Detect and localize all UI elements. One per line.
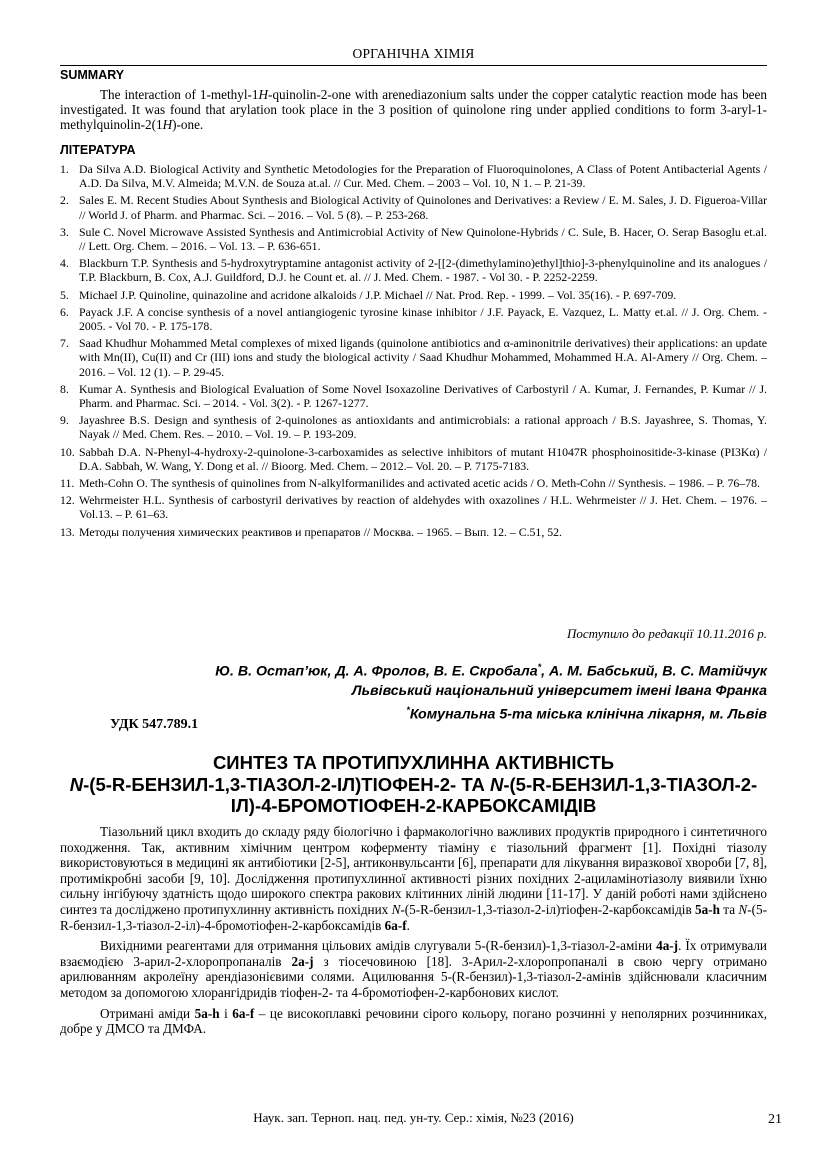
reference-item: [60, 413, 767, 441]
reference-number: 10.: [60, 444, 75, 459]
reference-item: [60, 336, 767, 379]
author-affiliation-2: *Комунальна 5-та міська клінічна лікарня, м. Львів: [406, 704, 767, 723]
reference-text: Sule C. Novel Microwave Assisted Synthesis and Antimicrobial Activity of New Quinolone-Hybrids / C. Sule, B. Hacer, O. Serap Basoglu et.al. // Lett. Org. Chem. – 2016. – Vol. 13. – P. 636-651.: [79, 224, 767, 254]
reference-number: 1.: [60, 162, 69, 176]
received-date: Поступило до редакції 10.11.2016 р.: [566, 626, 767, 641]
reference-item: [60, 445, 767, 473]
reference-number: 7.: [60, 336, 69, 351]
reference-item: [60, 162, 767, 190]
reference-text: Sales E. M. Recent Studies About Synthesis and Biological Activity of Quinolones and Derivatives: a Review / E. M. Sales, J. D. Figueroa-Villar // World J. of Pharm. and Pharmac. Sci. – 2016. – Vol. 5 (8). – P. 253-268.: [79, 193, 767, 222]
reference-number: 8.: [60, 381, 69, 396]
reference-item: [60, 193, 767, 221]
page-number: 21: [768, 1112, 782, 1127]
reference-item: [60, 305, 767, 333]
reference-item: [60, 256, 767, 284]
reference-text: Jayashree B.S. Design and synthesis of 2-quinolones as antioxidants and antimicrobials: a rational approach / B.S. Jayashree, S. Thomas, Y. Nayak // Med. Chem. Res. – 2010. – Vol. 19. – P. 193-209.: [79, 413, 767, 442]
reference-text: Методы получения химических реактивов и препаратов // Москва. – 1965. – Вып. 12. – С.51, 52.: [79, 524, 562, 539]
reference-text: Wehrmeister H.L. Synthesis of carbostyril derivatives by reaction of aldehydes with oxazolines / H.L. Wehrmeister // J. Het. Chem. – 1976. – Vol.13. – P. 61–63.: [79, 493, 767, 522]
references-heading: ЛІТЕРАТУРА: [60, 143, 136, 157]
paragraph-1: Тіазольний цикл входить до складу ряду біологічно і фармакологічно важливих продуктів природного і синтетичного походження. Так, активним хімічним центром коферменту тіаміну є тіазольний фрагмент [1]. Похідні тіазолу використовуються в медицині як антибіотики [2-5], антиконвульсанти [6], препарати для лікування виразкової хвороби [7, 8], протимікробні засоби [9, 10]. Дослідження протипухлинної активності різних похідних 2-ациламінотіазолу виявили їхню сильну інгібуючу здатність щодо широкого спектра ракових клітинних ліній людини [11-17]. У даній роботі нами здійснено синтез та досліджено протипухлинну активність похідних N-(5-R-бензил-1,3-тіазол-2-іл)тіофен-2-карбоксамідів 5a-h та N-(5-R-бензил-1,3-тіазол-2-іл)-4-бромотіофен-2-карбоксамідів 6a-f.: [60, 824, 767, 933]
paragraph-3: Отримані аміди 5a-h і 6a-f – це високоплавкі речовини сірого кольору, погано розчинні у неполярних розчинниках, добре у ДМСО та ДМФА.: [60, 1005, 767, 1037]
reference-text: Saad Khudhur Mohammed Metal complexes of mixed ligands (quinolone antibiotics and α-aminonitrile derivatives) their applications: an update with Mn(II), Cu(II) and Cr (III) ions and study the biological activity / Saad Khudhur Mohammed, Mohammed H.A. Al-Amery // Org. Chem. – 2016. – Vol. 12 (1). – P. 29-45.: [79, 336, 767, 379]
author-affiliation: Львівський національний університет імені Івана Франка: [351, 682, 767, 699]
paragraph-2: Вихідними реагентами для отримання цільових амідів слугували 5-(R-бензил)-1,3-тіазол-2-аміни 4a-j. Їх отримували взаємодією 3-арил-2-хлоропропаналів 2a-j з тіосечовиною [18]. 3-Арил-2-хлоропропаналі в свою чергу отримано арилюванням акролеїну арендіазонієвими солями. Ацилювання 5-(R-бензил)-1,3-тіазол-2-амінів здійснювали класичним методом за допомогою хлорангідридів тіофен-2- та 4-бромотіофен-2-карбонових кислот.: [60, 938, 767, 1000]
reference-text: Michael J.P. Quinoline, quinazoline and acridone alkaloids / J.P. Michael // Nat. Prod. Rep. - 1999. – Vol. 35(16). - P. 697-709.: [79, 287, 677, 302]
article-title: СИНТЕЗ ТА ПРОТИПУХЛИННА АКТИВНІСТЬ N-(5-R-БЕНЗИЛ-1,3-ТІАЗОЛ-2-ІЛ)ТІОФЕН-2- ТА N-(5-R-БЕНЗИЛ-1,3-ТІАЗОЛ-2-ІЛ)-4-БРОМОТІОФЕН-2-КАРБОКСАМІДІВ: [60, 752, 767, 817]
reference-number: 3.: [60, 224, 69, 239]
reference-item: [60, 382, 767, 410]
reference-number: 6.: [60, 304, 69, 319]
reference-item: [60, 288, 767, 302]
reference-number: 5.: [60, 287, 69, 302]
reference-item: [60, 476, 767, 490]
reference-number: 12.: [60, 493, 75, 508]
reference-number: 11.: [60, 476, 75, 491]
summary-heading: SUMMARY: [60, 68, 125, 82]
summary-text: The interaction of 1-methyl-1H-quinolin-2-one with arenediazonium salts under the copper catalytic reaction mode has been investigated. It was found that arylation took place in the 3 position of quinolone ring under applied conditions to form 3-aryl-1-methylquinolin-2(1H)-one.: [60, 87, 767, 133]
reference-item: [60, 493, 767, 521]
reference-item: [60, 225, 767, 253]
reference-text: Payack J.F. A concise synthesis of a novel antiangiogenic tyrosine kinase inhibitor / J.F. Payack, E. Vazquez, L. Matty et.al. // J. Org. Chem. - 2005. - Vol 70. - P. 175-178.: [79, 304, 767, 334]
reference-number: 4.: [60, 256, 69, 271]
reference-text: Kumar A. Synthesis and Biological Evaluation of Some Novel Isoxazoline Derivatives of Carbostyril / A. Kumar, J. Fernandes, P. Kumar // J. Pharm. and Pharmac. Sci. – 2014. - Vol. 3(2). - P. 1267-1277.: [79, 381, 767, 411]
author-names: Ю. В. Остап’юк, Д. А. Фролов, В. Е. Скробала*, А. М. Бабський, В. С. Матійчук: [215, 662, 767, 680]
article-title-line-2: N-(5-R-БЕНЗИЛ-1,3-ТІАЗОЛ-2-ІЛ)ТІОФЕН-2- ТА N-(5-R-БЕНЗИЛ-1,3-ТІАЗОЛ-2-ІЛ)-4-БРОМОТІОФЕН-2-КАРБОКСАМІДІВ: [69, 773, 758, 816]
author-block: [215, 658, 767, 724]
reference-text: Meth-Cohn O. The synthesis of quinolines from N-alkylformanilides and activated acetic acids / O. Meth-Cohn // Synthesis. – 1986. – P. 76–78.: [79, 476, 760, 491]
reference-text: Da Silva A.D. Biological Activity and Synthetic Metodologies for the Preparation of Fluoroquinolones, A Class of Potent Antibacterial Agents / A.D. Da Silva, M.V. Almeida; M.V.N. de Souza at.al. // Cur. Med. Chem. – 2003 – Vol. 10, N 1. – P. 21-39.: [79, 162, 767, 191]
reference-list: [60, 162, 767, 542]
running-head: ОРГАНІЧНА ХІМІЯ: [352, 46, 475, 61]
reference-number: 2.: [60, 193, 69, 208]
article-body: [60, 824, 767, 1042]
journal-footer: Наук. зап. Терноп. нац. пед. ун-ту. Сер.: хімія, №23 (2016): [253, 1110, 574, 1125]
udc-code: УДК 547.789.1: [110, 717, 199, 732]
header-rule: [60, 65, 767, 66]
reference-number: 13.: [60, 524, 75, 539]
reference-text: Sabbah D.A. N-Phenyl-4-hydroxy-2-quinolone-3-carboxamides as selective inhibitors of mutant H1047R phosphoinositide-3-kinase (PI3Kα) / D.A. Sabbah, W. Wang, Y. Dong et al. // Bioorg. Med. Chem. – 2012.– Vol. 20. – P. 7175-7183.: [79, 444, 767, 473]
reference-text: Blackburn T.P. Synthesis and 5-hydroxytryptamine antagonist activity of 2-[[2-(dimethylamino)ethyl]thio]-3-phenylquinoline and its analogues / T.P. Blackburn, B. Cox, A.J. Guildford, D.J. he Count et. al. // J. Med. Chem. - 1987. - Vol 30. - P. 2252-2259.: [79, 256, 767, 285]
reference-number: 9.: [60, 413, 69, 428]
reference-item: [60, 525, 767, 539]
